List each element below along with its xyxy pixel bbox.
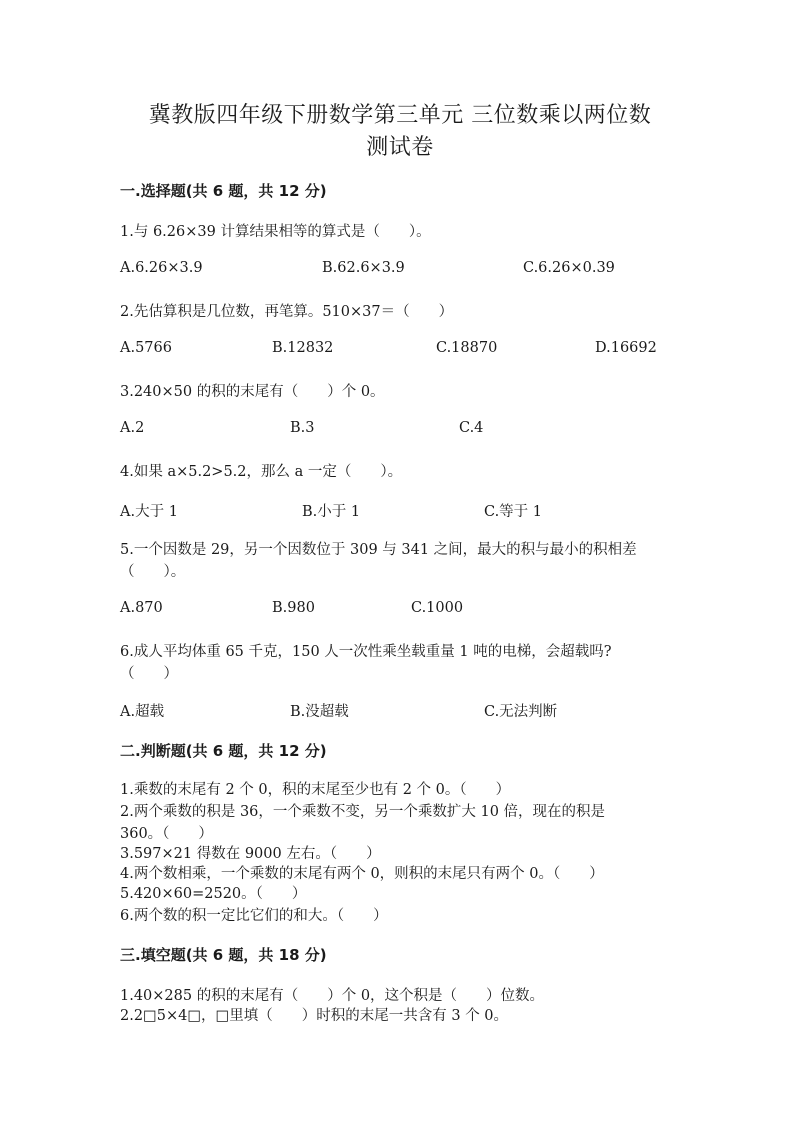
option-a: A.5766	[120, 340, 172, 356]
option-b: B.没超载	[290, 704, 349, 720]
option-c: C.等于 1	[484, 504, 543, 520]
option-b: B.62.6×3.9	[322, 260, 405, 276]
judgement-line: 5.420×60=2520。（ ）	[120, 886, 307, 902]
question-text-cont: （ ）。	[120, 564, 186, 580]
fill-line: 2.2□5×4□，□里填（ ）时积的末尾一共含有 3 个 0。	[120, 1008, 509, 1024]
question-text: 2.先估算积是几位数，再笔算。510×37＝（ ）	[120, 304, 454, 320]
question-text: 5.一个因数是 29，另一个因数位于 309 与 341 之间，最大的积与最小的积相差	[120, 542, 637, 558]
page-title: 冀教版四年级下册数学第三单元 三位数乘以两位数	[148, 103, 652, 128]
option-c: C.6.26×0.39	[523, 260, 615, 276]
question-text-cont: （ ）	[120, 666, 178, 682]
option-a: A.870	[120, 600, 163, 616]
option-c: C.无法判断	[484, 704, 558, 720]
judgement-line: 2.两个乘数的积是 36，一个乘数不变，另一个乘数扩大 10 倍，现在的积是	[120, 804, 606, 820]
section-heading-fill: 三.填空题(共 6 题，共 18 分)	[120, 946, 327, 964]
fill-line: 1.40×285 的积的末尾有（ ）个 0，这个积是（ ）位数。	[120, 988, 545, 1004]
option-b: B.12832	[272, 340, 334, 356]
option-a: A.2	[120, 420, 145, 436]
option-b: B.3	[290, 420, 315, 436]
option-a: A.超载	[120, 704, 165, 720]
option-c: C.18870	[436, 340, 498, 356]
option-b: B.小于 1	[302, 504, 361, 520]
judgement-line: 6.两个数的积一定比它们的和大。（ ）	[120, 908, 388, 924]
judgement-line: 1.乘数的末尾有 2 个 0，积的末尾至少也有 2 个 0。（ ）	[120, 782, 511, 798]
question-text: 3.240×50 的积的末尾有（ ）个 0。	[120, 384, 385, 400]
question-text: 6.成人平均体重 65 千克，150 人一次性乘坐载重量 1 吨的电梯，会超载吗?	[120, 644, 612, 660]
judgement-line: 360。（ ）	[120, 826, 213, 842]
option-c: C.1000	[411, 600, 464, 616]
question-text: 4.如果 a×5.2>5.2，那么 a 一定（ ）。	[120, 464, 403, 480]
page-title-line2: 测试卷	[366, 135, 434, 160]
option-b: B.980	[272, 600, 315, 616]
judgement-line: 4.两个数相乘，一个乘数的末尾有两个 0，则积的末尾只有两个 0。（ ）	[120, 866, 604, 882]
option-c: C.4	[459, 420, 484, 436]
option-d: D.16692	[595, 340, 657, 356]
judgement-line: 3.597×21 得数在 9000 左右。（ ）	[120, 846, 381, 862]
section-heading-judgement: 二.判断题(共 6 题，共 12 分)	[120, 742, 327, 760]
section-heading-choice: 一.选择题(共 6 题，共 12 分)	[120, 182, 327, 200]
question-text: 1.与 6.26×39 计算结果相等的算式是（ ）。	[120, 224, 431, 240]
option-a: A.大于 1	[120, 504, 178, 520]
option-a: A.6.26×3.9	[120, 260, 203, 276]
